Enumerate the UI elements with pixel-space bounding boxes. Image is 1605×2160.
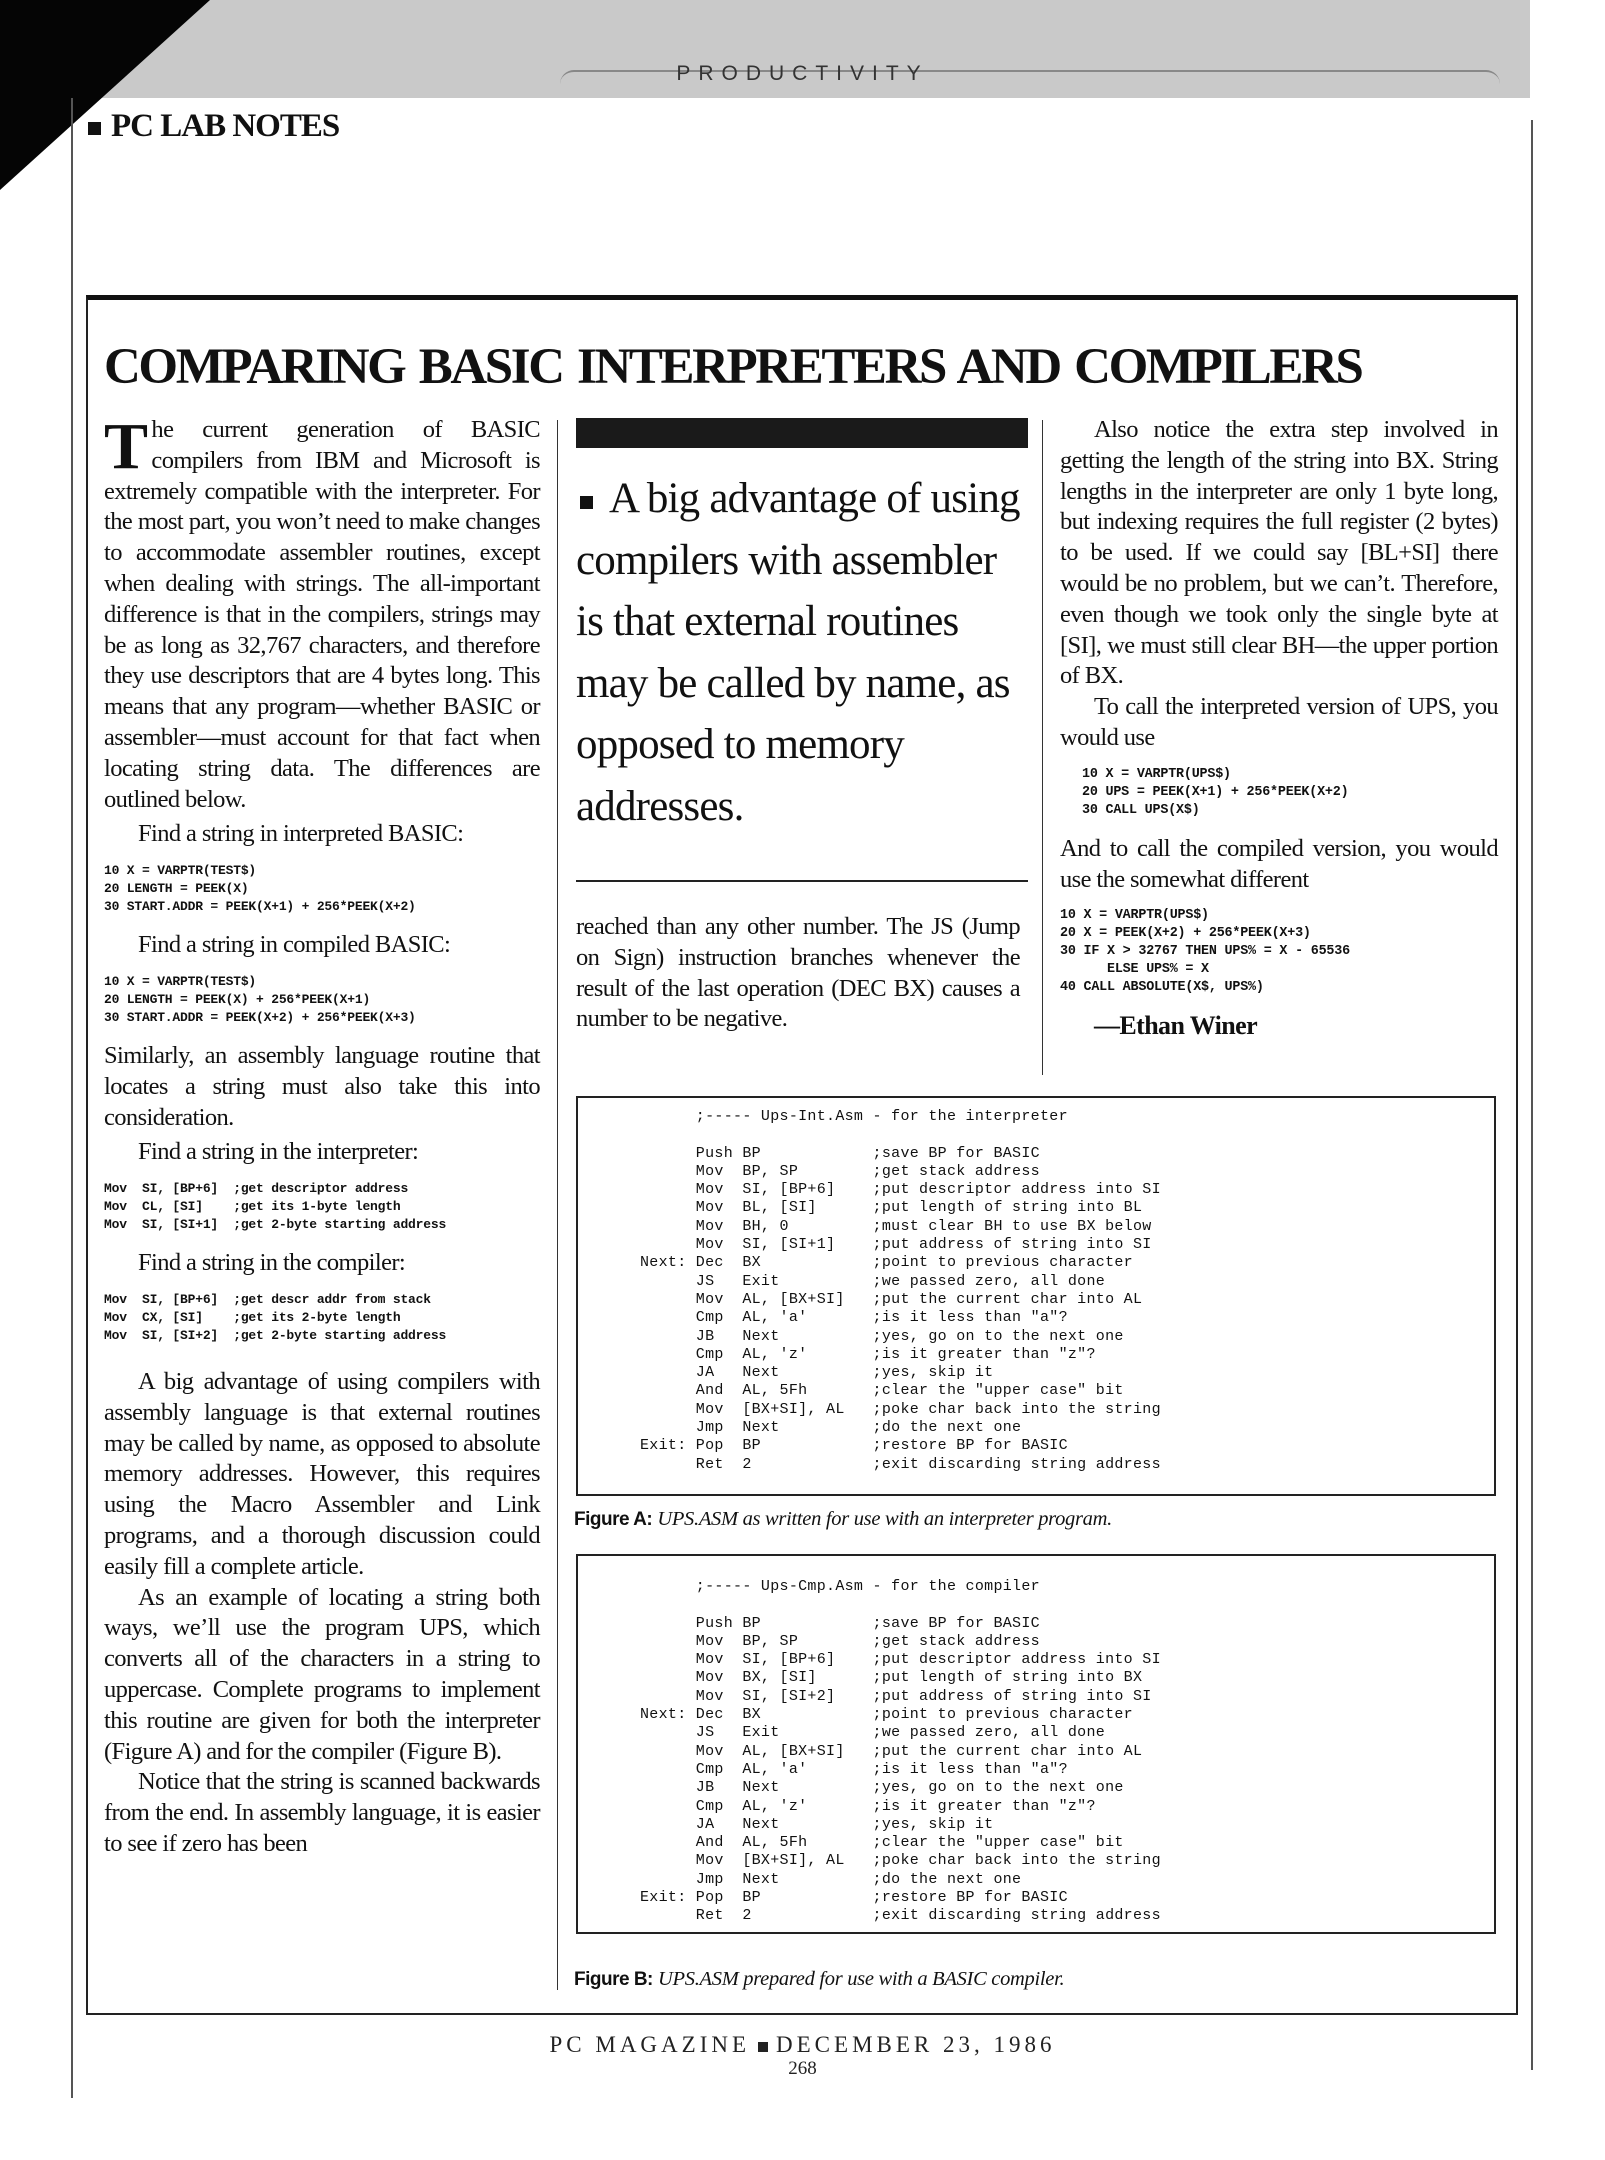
subhead-compiled-basic: Find a string in compiled BASIC: [138,931,451,959]
author-signature: —Ethan Winer [1094,1011,1258,1041]
paragraph-example: As an example of locating a string both ways, we’ll use the program UPS, which converts all of the characters in a string to uppercase. Complete programs to implement this routine are given for both the interpreter (Figure A) and for the compiler (Figure B). [104,1583,540,1765]
article-title: COMPARING BASIC INTERPRETERS AND COMPILERS [104,339,1362,395]
paragraph-similarly: Similarly, an assembly language routine that locates a string must also take this into consideration. [104,1041,540,1131]
column-3 [1060,415,1498,1042]
intro-paragraph [104,410,540,815]
paragraph-extra-step: Also notice the extra step involved in getting the length of the string into BX. String lengths in the interpreter are only 1 byte long, but indexing requires the full register (2 bytes) to be used. If we could say [BL+SI] there would be no problem, but we can’t. Therefore, even though we took only the single byte at [SI], we must still clear BH—the upper portion of BX. [1060,416,1498,690]
subhead-interpreted-basic: Find a string in interpreted BASIC: [138,820,464,848]
page-footer [0,2032,1605,2058]
corner-tab [0,0,210,190]
square-bullet-icon [758,2042,768,2052]
figure-a-caption-text: UPS.ASM as written for use with an interpreter program. [657,1508,1112,1530]
column-1 [104,410,540,1860]
figure-a-caption [574,1508,1112,1531]
paragraph-call-compiled: And to call the compiled version, you would use the somewhat different [1060,834,1498,893]
paragraph-advantage: A big advantage of using compilers with assembly language is that external routines may be called by name, as opposed to absolute memory addresses. However, this requires using the Macro Assembler and Link programs, and a thorough discussion could easily fill a complete article. [104,1367,540,1580]
page-number: 268 [788,2058,817,2079]
paragraph-continued: reached than any other number. The JS (Jump on Sign) instruction branches whenever the result of the last operation (DEC BX) causes a number to be negative. [576,913,1020,1033]
page-rule-left [71,98,73,2098]
paragraph-scanned: Notice that the string is scanned backwards from the end. In assembly language, it is easier to see if zero has been [104,1768,540,1857]
footer-date: DECEMBER 23, 1986 [776,2032,1056,2057]
subhead-asm-interpreter: Find a string in the interpreter: [138,1138,419,1166]
code-asm-interpreter: Mov SI, [BP+6] ;get descriptor address Mov CL, [SI] ;get its 1-byte length Mov SI, [SI+1] ;get 2-byte starting address [104,1181,447,1233]
drop-cap: T [104,410,148,483]
figure-a-box [576,1096,1496,1496]
column-2 [576,912,1020,1035]
intro-text: he current generation of BASIC compilers from IBM and Microsoft is extremely compatible with the interpreter. For the most part, you won’t need to make changes to accommodate assembler routines, except when dealing with strings. The all-important difference is that in the compilers, strings may be as long as 32,767 characters, and therefore they use descriptors that are 4 bytes long. This means that any program—whether BASIC or assembler—must account for that fact when locating string data. The differences are outlined below. [104,416,540,813]
figure-b-code: ;----- Ups-Cmp.Asm - for the compiler Push BP ;save BP for BASIC Mov BP, SP ;get stack address Mov SI, [BP+6] ;put descriptor address into SI Mov BX, [SI] ;put length of string into BX Mov SI, [SI+2] ;put address of string into SI Next: Dec BX ;point to previous character JS Exit ;we passed zero, all done Mov AL, [BX+SI] ;put the current char into AL Cmp AL, 'a' ;is it less than "a"? JB Next ;yes, go on to the next one Cmp AL, 'z' ;is it greater than "z"? JA Next ;yes, skip it And AL, 5Fh ;clear the "upper case" bit Mov [BX+SI], AL ;poke char back into the string Jmp Next ;do the next one Exit: Pop BP ;restore BP for BASIC Ret 2 ;exit discarding string address [640,1578,1161,1925]
code-asm-compiler: Mov SI, [BP+6] ;get descr addr from stack Mov CX, [SI] ;get its 2-byte length Mov SI, [SI+2] ;get 2-byte starting address [104,1291,447,1343]
page-rule-right [1531,120,1533,2070]
column-rule-2 [1042,420,1043,1075]
figure-b-label: Figure B: [574,1969,653,1990]
code-compiled-basic: 10 X = VARPTR(TEST$) 20 LENGTH = PEEK(X) + 256*PEEK(X+1) 30 START.ADDR = PEEK(X+2) + 256*PEEK(X+3) [104,973,416,1025]
pullquote-bar [576,418,1028,448]
square-bullet-icon [88,122,101,135]
figure-a-label: Figure A: [574,1509,653,1530]
pullquote-rule [576,880,1028,882]
column-label-text: PC LAB NOTES [111,108,340,144]
square-bullet-icon [580,496,593,509]
figure-b-caption [574,1968,1064,1991]
section-title: PRODUCTIVITY [676,62,929,85]
paragraph-call-interpreted: To call the interpreted version of UPS, you would use [1060,693,1498,751]
column-label [88,108,339,145]
figure-b-box [576,1554,1496,1934]
figure-b-caption-text: UPS.ASM prepared for use with a BASIC compiler. [658,1968,1065,1990]
footer-magazine: PC MAGAZINE [549,2032,751,2057]
subhead-asm-compiler: Find a string in the compiler: [138,1249,406,1277]
pullquote-text: A big advantage of using compilers with assembler is that external routines may be called by name, as opposed to memory addresses. [576,475,1020,830]
figure-a-code: ;----- Ups-Int.Asm - for the interpreter Push BP ;save BP for BASIC Mov BP, SP ;get stack address Mov SI, [BP+6] ;put descriptor address into SI Mov BL, [SI] ;put length of string into BL Mov BH, 0 ;must clear BH to use BX below Mov SI, [SI+1] ;put address of string into SI Next: Dec BX ;point to previous character JS Exit ;we passed zero, all done Mov AL, [BX+SI] ;put the current char into AL Cmp AL, 'a' ;is it less than "a"? JB Next ;yes, go on to the next one Cmp AL, 'z' ;is it greater than "z"? JA Next ;yes, skip it And AL, 5Fh ;clear the "upper case" bit Mov [BX+SI], AL ;poke char back into the string Jmp Next ;do the next one Exit: Pop BP ;restore BP for BASIC Ret 2 ;exit discarding string address [640,1108,1161,1473]
column-rule-1 [557,420,558,1990]
code-call-interpreted: 10 X = VARPTR(UPS$) 20 UPS = PEEK(X+1) + 256*PEEK(X+2) 30 CALL UPS(X$) [1082,766,1349,818]
code-call-compiled: 10 X = VARPTR(UPS$) 20 X = PEEK(X+2) + 256*PEEK(X+3) 30 IF X > 32767 THEN UPS% = X - 65536 ELSE UPS% = X 40 CALL ABSOLUTE(X$, UPS%) [1060,908,1350,996]
pullquote [576,468,1032,837]
code-interpreted-basic: 10 X = VARPTR(TEST$) 20 LENGTH = PEEK(X) 30 START.ADDR = PEEK(X+1) + 256*PEEK(X+2) [104,863,416,915]
